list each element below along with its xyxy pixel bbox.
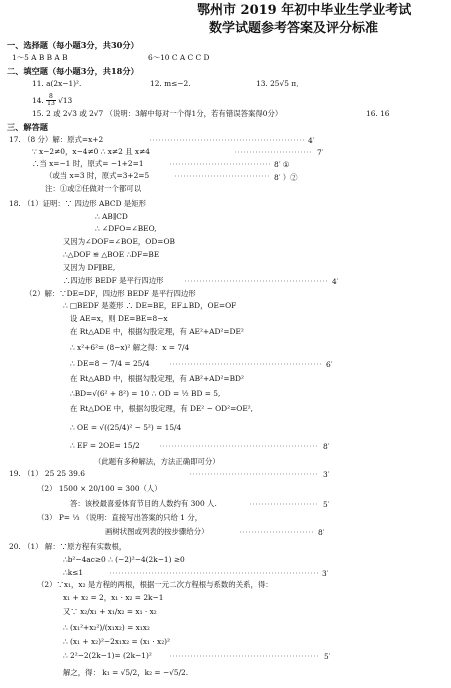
fraction-numerator: 8 xyxy=(46,94,56,101)
score-mark: 8′ xyxy=(323,442,330,451)
mcq-answers-1-5: 1～5 A B B A B xyxy=(12,53,68,62)
q20-line: ∴ (x₁ + x₂)²−2x₁x₂ = (x₁ · x₂)² xyxy=(63,637,171,646)
q19-line: 答：该校最喜爱体育节目的人数约有 300 人. xyxy=(70,499,217,508)
answer-14-radical: √13 xyxy=(58,95,73,105)
q17-line: ∴当 x=−1 时，原式= −1+2=1 xyxy=(32,159,144,168)
fraction-denominator: 13 xyxy=(47,100,55,108)
q18-line: 在 Rt△ADE 中，根据勾股定理，有 AE²+AD²=DE² xyxy=(70,327,244,336)
q18-line: 18. （1）证明：∵ 四边形 ABCD 是矩形 xyxy=(9,199,147,208)
q19-line: 19. （1） 25 25 39.6 xyxy=(9,469,85,478)
q20-line: 20. （1） 解：∵原方程有实数根， xyxy=(9,542,127,551)
section-3-heading: 三、解答题 xyxy=(7,122,48,132)
q18-line: ∴ EF = 2OE= 15/2 xyxy=(70,441,140,450)
answer-13: 13. 25√5 π． xyxy=(256,79,304,88)
q20-line: 又∵ x₂/x₁ + x₁/x₂ = x₁ · x₂ xyxy=(63,607,157,616)
q18-line: ∴△DOF ≌ △BOE ∴DF=BE xyxy=(63,250,160,259)
q18-line: ∴BD=√(6² + 8²) = 10 ∴ OD = ½ BD = 5, xyxy=(70,389,221,398)
q20-line: ∴b²−4ac≥0 ∴ (−2)²−4(2k−1) ≥0 xyxy=(63,555,185,564)
q20-line: x₁ + x₂ = 2，x₁ · x₂ = 2k−1 xyxy=(63,593,164,602)
q18-line: 设 AE=x，则 DE=BE=8−x xyxy=(70,314,168,323)
q18-line: 又因为∠DOF=∠BOE，OD=OB xyxy=(63,237,175,246)
q18-note: （此题有多种解法，方法正确即可分） xyxy=(94,457,220,466)
q18-line: ∴ x²+6²= (8−x)² 解之得：x = 7/4 xyxy=(70,343,190,352)
q20-line: ∴ 2²−2(2k−1)= (2k−1)² xyxy=(63,651,152,660)
answer-11: 11. a(2x−1)². xyxy=(32,79,82,88)
q18-line: ∴四边形 BEDF 是平行四边形 xyxy=(63,276,164,285)
q20-line: 解之，得： k₁ = √5/2，k₂ = −√5/2. xyxy=(63,668,189,677)
title-line-2: 数学试题参考答案及评分标准 xyxy=(209,21,379,36)
score-mark: 8′ ）② xyxy=(274,173,298,182)
q18-line: ∴ OE = √((25/4)² − 5²) = 15/4 xyxy=(70,423,182,432)
answer-15: 15. 2 或 2√3 或 2√7 （说明：3解中每对一个得1分，若有错误答案得0分） xyxy=(32,109,283,118)
q18-line: （2）解：∵DE=DF，四边形 BEDF 是平行四边形 xyxy=(25,289,196,298)
q17-line: （或当 x=3 时，原式=3+2=5 xyxy=(45,171,150,180)
score-mark: 8′ ① xyxy=(274,160,290,169)
q18-line: 在 Rt△ABD 中，根据勾股定理，有 AB²+AD²=BD² xyxy=(70,374,244,383)
q17-note: 注：①或②任做对一个都可以 xyxy=(45,184,142,193)
score-mark: 4′ xyxy=(308,136,315,145)
q18-line: ∴ DE=8 − 7/4 = 25/4 xyxy=(70,359,150,368)
q20-line: （2）∵x₁，x₂ 是方程的两根，根据一元二次方程根与系数的关系，得： xyxy=(37,580,273,589)
q18-line: ∴ ∠DFO=∠BEO, xyxy=(95,224,157,233)
score-mark: 7′ xyxy=(317,148,324,157)
section-1-heading: 一、选择题（每小题3分，共30分） xyxy=(7,40,139,50)
score-mark: 8′ xyxy=(318,528,325,537)
q19-line: （3） P= ⅓ （说明：直接写出答案的只给 1 分， xyxy=(37,513,203,522)
score-mark: 4′ xyxy=(332,277,339,286)
answer-12: 12. m≤−2. xyxy=(150,79,191,88)
q17-line: ∵ x−2≠0，x−4≠0 ∴ x≠2 且 x≠4 xyxy=(32,147,150,156)
q20-line: ∴k≤1 xyxy=(63,568,84,577)
q19-line: （2） 1500 × 20/100 = 300（人） xyxy=(37,484,162,493)
title-line-1: 鄂州市 2019 年初中毕业生学业考试 xyxy=(197,3,412,18)
q17-line: 17. （8 分）解：原式=x+2 xyxy=(9,135,104,144)
q18-line: ∴ AB∥CD xyxy=(95,212,128,221)
score-mark: 6′ xyxy=(326,360,333,369)
q18-line: ∴ □BEDF 是菱形 ∴ DE=BE，EF⊥BD，OE=OF xyxy=(63,301,237,310)
score-mark: 5′ xyxy=(323,500,330,509)
answer-16: 16. 16 xyxy=(366,109,390,118)
mcq-answers-6-10: 6～10 C A C C D xyxy=(148,53,210,62)
section-2-heading: 二、填空题（每小题3分，共18分） xyxy=(7,66,139,76)
score-mark: 3′ xyxy=(323,470,330,479)
q18-line: 又因为 DF∥BE, xyxy=(63,263,116,272)
score-mark: 5′ xyxy=(324,652,331,661)
q20-line: ∴ (x₁²+x₂²)/(x₁x₂) = x₁x₂ xyxy=(63,623,150,632)
answer-14-label: 14. xyxy=(32,95,44,105)
score-mark: 3′ xyxy=(322,569,329,578)
q18-line: 在 Rt△DOE 中，根据勾股定理，有 DE² − OD²=OE², xyxy=(70,404,254,413)
q19-line: 画树状图或列表的按步骤给分） xyxy=(105,527,209,536)
